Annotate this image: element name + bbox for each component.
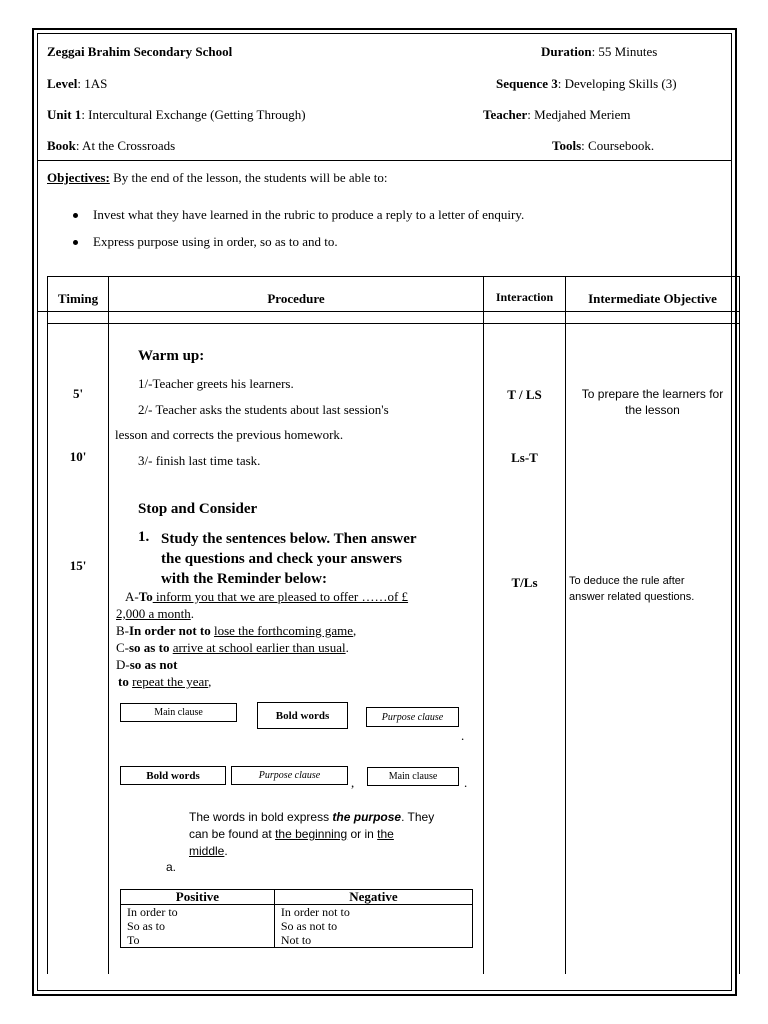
- sentence-c: C-so as to arrive at school earlier than usual.: [116, 640, 349, 655]
- stop-title: Stop and Consider: [138, 501, 258, 517]
- tools: Tools: Coursebook.: [552, 138, 655, 153]
- diagram2-period: .: [464, 775, 468, 790]
- bullet-icon: [73, 213, 78, 218]
- sentence-a-cont: 2,000 a month.: [116, 606, 194, 621]
- sentence-d-cont: to repeat the year,: [118, 674, 212, 689]
- level: Level: 1AS: [47, 76, 108, 91]
- header-interaction: Interaction: [495, 290, 554, 304]
- objectives: Objectives: By the end of the lesson, the students will be able to:: [47, 170, 388, 185]
- diagram1-main-clause: Main clause: [120, 703, 237, 722]
- table-row: To Not to: [121, 933, 473, 948]
- interaction-3: T/Ls: [511, 575, 538, 590]
- diagram2-purpose-clause: Purpose clause: [231, 766, 348, 785]
- table-top-border: [47, 276, 740, 277]
- table-spacer-border: [47, 323, 740, 324]
- objective-cell-1: To prepare the learners for the lesson: [581, 387, 724, 417]
- warmup-step-3: 3/- finish last time task.: [138, 453, 261, 468]
- header-procedure: Procedure: [267, 291, 325, 306]
- unit: Unit 1: Intercultural Exchange (Getting Through): [47, 107, 306, 122]
- interaction-2: Ls-T: [511, 450, 538, 465]
- objective-item-2: Express purpose using in order, so as to and to.: [93, 234, 338, 249]
- table-row: In order to In order not to: [121, 905, 473, 920]
- diagram1-purpose-clause: Purpose clause: [366, 707, 459, 727]
- table-header-bottom-border: [38, 311, 740, 312]
- procedure-column-divider: [483, 276, 484, 974]
- warmup-title: Warm up:: [138, 348, 205, 364]
- table-row: So as to So as not to: [121, 919, 473, 933]
- header-intermediate-objective: Intermediate Objective: [588, 291, 717, 306]
- rule-text: The words in bold express the purpose. They can be found at the beginning or in the middle.: [189, 810, 435, 858]
- diagram2-main-clause: Main clause: [367, 767, 459, 786]
- column-negative: Negative: [274, 890, 472, 905]
- purpose-table-header: [121, 890, 473, 905]
- teacher: Teacher: Medjahed Meriem: [483, 107, 631, 122]
- sequence: Sequence 3: Developing Skills (3): [496, 76, 677, 91]
- table-right-border: [739, 276, 740, 974]
- objective-item-1: Invest what they have learned in the rubric to produce a reply to a letter of enquiry.: [93, 207, 525, 222]
- timing-10: 10': [69, 449, 87, 464]
- header-timing: Timing: [57, 291, 99, 306]
- warmup-step-2: 2/- Teacher asks the students about last session's: [138, 402, 389, 417]
- column-positive: Positive: [121, 890, 275, 905]
- interaction-column-divider: [565, 276, 566, 974]
- header-divider: [38, 160, 731, 161]
- timing-column-divider: [108, 276, 109, 974]
- warmup-step-1: 1/-Teacher greets his learners.: [138, 376, 294, 391]
- book: Book: At the Crossroads: [47, 138, 176, 153]
- table-left-border: [47, 276, 48, 974]
- diagram1-bold-words: Bold words: [257, 702, 348, 729]
- warmup-step-2-cont: lesson and corrects the previous homework.: [115, 427, 344, 442]
- sentence-a: A-To inform you that we are pleased to offer ……of £: [125, 589, 409, 604]
- bullet-icon: [73, 240, 78, 245]
- diagram2-comma: ,: [351, 775, 355, 790]
- duration: Duration: 55 Minutes: [541, 44, 658, 59]
- sentence-b: B-In order not to lose the forthcoming game,: [116, 623, 357, 638]
- timing-5: 5': [72, 386, 84, 401]
- timing-15: 15': [69, 558, 87, 573]
- interaction-1: T / LS: [507, 387, 542, 402]
- purpose-table: [120, 889, 473, 948]
- list-marker-a: a.: [166, 860, 177, 874]
- diagram1-period: .: [461, 728, 465, 743]
- sentence-d: D-so as not: [116, 657, 178, 672]
- objective-cell-2: To deduce the rule after answer related questions.: [569, 575, 695, 603]
- task-number: 1.: [138, 529, 150, 545]
- diagram2-bold-words: Bold words: [120, 766, 226, 785]
- task-instructions: Study the sentences below. Then answer the questions and check your answers with the Reminder below:: [161, 531, 417, 587]
- school-name: Zeggai Brahim Secondary School: [47, 44, 233, 59]
